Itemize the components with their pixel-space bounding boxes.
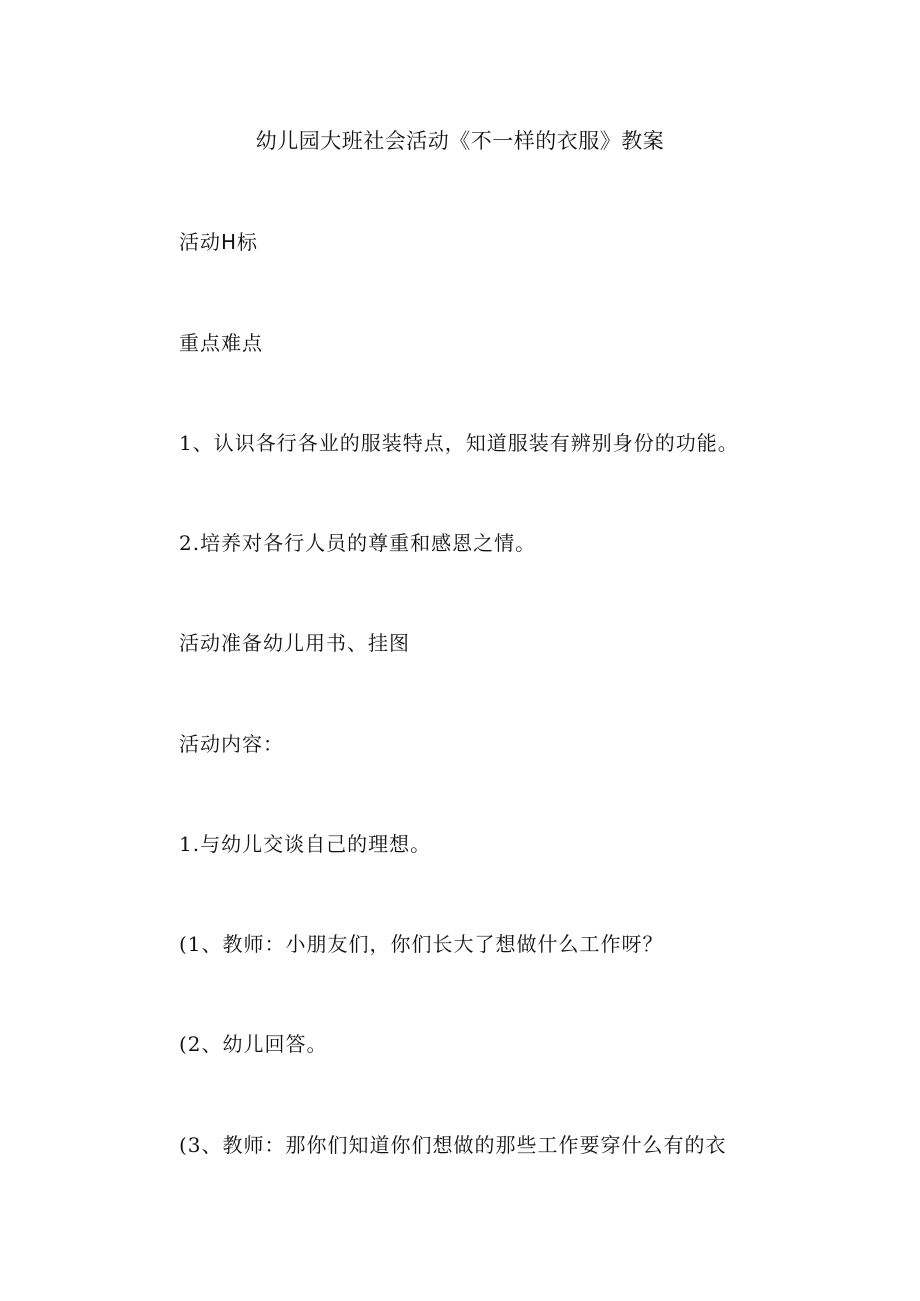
paragraph-content-heading: 活动内容：	[179, 732, 284, 756]
paragraph-step-2: (2、幼儿回答。	[179, 1032, 328, 1056]
paragraph-preparation: 活动准备幼儿用书、挂图	[179, 631, 410, 655]
paragraph-key-points: 重点难点	[179, 331, 263, 355]
paragraph-goal-1: 1、认识各行各业的服装特点，知道服装有辨别身份的功能。	[179, 431, 739, 455]
paragraph-step-3: (3、教师：那你们知道你们想做的那些工作要穿什么有的衣	[179, 1133, 727, 1157]
paragraph-activity-goal: 活动H标	[179, 230, 259, 254]
paragraph-content-1: 1.与幼儿交谈自己的理想。	[179, 832, 432, 856]
document-title: 幼儿园大班社会活动《不一样的衣服》教案	[255, 129, 665, 153]
paragraph-goal-2: 2.培养对各行人员的尊重和感恩之情。	[179, 531, 537, 555]
paragraph-step-1: (1、教师：小朋友们，你们长大了想做什么工作呀？	[179, 932, 664, 956]
